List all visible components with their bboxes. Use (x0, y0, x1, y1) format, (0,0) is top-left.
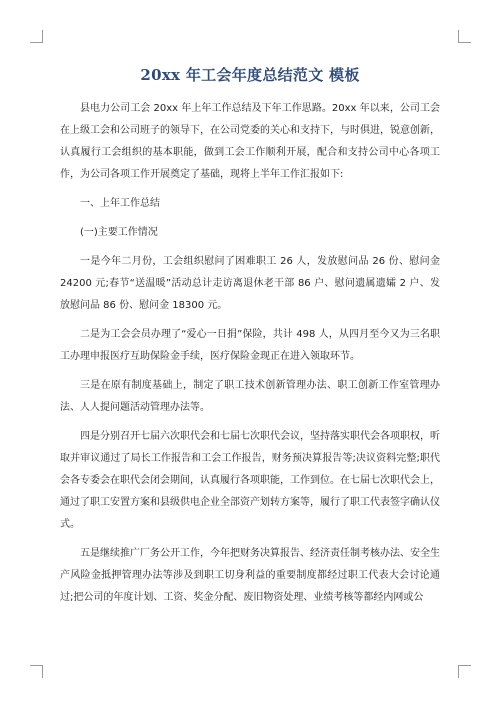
paragraph-item-3: 三是在原有制度基础上，制定了职工技术创新管理办法、职工创新工作室管理办法、人人提问题活动管理办法等。 (60, 380, 440, 413)
crop-mark-top-right (458, 30, 471, 43)
crop-mark-bottom-left (30, 665, 43, 678)
crop-mark-top-left (30, 30, 43, 43)
heading-subsection-1: (一)主要工作情况 (80, 227, 158, 238)
heading-section-1: 一、上年工作总结 (80, 198, 160, 209)
paragraph-item-1: 一是今年二月份，工会组织慰问了困难职工 26 人，发放慰问品 26 份、慰问金 24200 元;春节“送温暖”活动总计走访离退休老干部 86 户、慰问遗属遗孀 2 户、发放慰问品 86 份、慰问金 18300 元。 (60, 256, 440, 311)
paragraph-item-2: 二是为工会会员办理了“爱心一日捐”保险，共计 498 人，从四月至今又为三名职工办理申报医疗互助保险金手续，医疗保险金现正在进入领取环节。 (60, 329, 440, 362)
document-body (60, 98, 440, 616)
paragraph-item-4: 四是分别召开七届六次职代会和七届七次职代会议，坚持落实职代会各项职权，听取并审议通过了局长工作报告和工会工作报告，财务预决算报告等;决议资料完整;职代会各专委会在职代会闭会期间，认真履行各项职能，工作到位。在七届七次职代会上，通过了职工安置方案和县级供电企业全部资产划转方案等，履行了职工代表签字确认仪式。 (60, 431, 440, 530)
paragraph-intro: 县电力公司工会 20xx 年上年工作总结及下年工作思路。20xx 年以来，公司工会在上级工会和公司班子的领导下，在公司党委的关心和支持下，与时俱进，锐意创新，认真履行工会组织的基本职能，做到工会工作顺利开展，配合和支持公司中心各项工作，为公司各项工作开展奠定了基础，现将上半年工作汇报如下: (60, 103, 440, 180)
document-title: 20xx 年工会年度总结范文 模板 (140, 66, 360, 84)
paragraph-item-5: 五是继续推广厂务公开工作，今年把财务决算报告、经济责任制考核办法、安全生产风险金抵押管理办法等涉及到职工切身利益的重要制度都经过职工代表大会讨论通过;把公司的年度计划、工资、奖金分配、废旧物资处理、业绩考核等都经内网或公 (60, 548, 440, 603)
crop-mark-bottom-right (458, 665, 471, 678)
